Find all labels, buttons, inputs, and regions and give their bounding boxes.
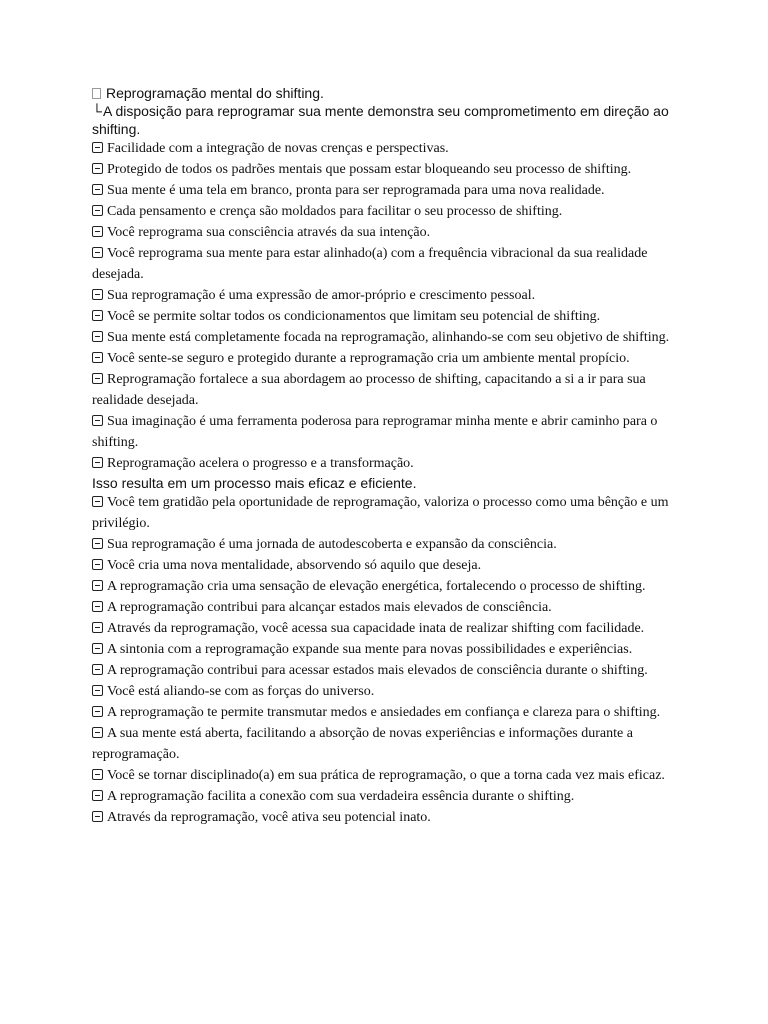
- list-item-text: Cada pensamento e crença são moldados para facilitar o seu processo de shifting.: [107, 204, 563, 219]
- list-item: [92, 702, 682, 723]
- list-item-text: Protegido de todos os padrões mentais que possam estar bloqueando seu processo de shifting.: [107, 162, 632, 177]
- list-item-text: A sua mente está aberta, facilitando a absorção de novas experiências e informações durante a reprogramação.: [92, 726, 633, 762]
- list-item-text: Reprogramação fortalece a sua abordagem ao processo de shifting, capacitando a si a ir para sua realidade desejada.: [92, 372, 646, 408]
- list-item: [92, 786, 682, 807]
- list-item: [92, 681, 682, 702]
- list-item: [92, 369, 682, 411]
- list-item-text: Facilidade com a integração de novas crenças e perspectivas.: [107, 141, 449, 156]
- list-item: [92, 243, 682, 285]
- list-item-text: A reprogramação cria uma sensação de elevação energética, fortalecendo o processo de shifting.: [107, 579, 646, 594]
- minus-box-icon: [92, 706, 103, 717]
- minus-box-icon: [92, 310, 103, 321]
- minus-box-icon: [92, 184, 103, 195]
- minus-box-icon: [92, 790, 103, 801]
- list-item-text: Sua mente é uma tela em branco, pronta para ser reprogramada para uma nova realidade.: [107, 183, 605, 198]
- list-item: [92, 807, 682, 828]
- list-item-text: Sua mente está completamente focada na reprogramação, alinhando-se com seu objetivo de shifting.: [107, 330, 670, 345]
- list-item: [92, 576, 682, 597]
- minus-box-icon: [92, 415, 103, 426]
- list-item-text: Através da reprogramação, você acessa sua capacidade inata de realizar shifting com facilidade.: [107, 621, 645, 636]
- document-title-line: [92, 84, 682, 102]
- list-item: [92, 138, 682, 159]
- list-item-text: Você sente-se seguro e protegido durante a reprogramação cria um ambiente mental propício.: [107, 351, 630, 366]
- minus-box-icon: [92, 457, 103, 468]
- minus-box-icon: [92, 289, 103, 300]
- list-item: [92, 639, 682, 660]
- minus-box-icon: [92, 538, 103, 549]
- list-item-text: Você está aliando-se com as forças do universo.: [107, 684, 375, 699]
- minus-box-icon: [92, 331, 103, 342]
- list-item-text: Você reprograma sua mente para estar alinhado(a) com a frequência vibracional da sua realidade desejada.: [92, 246, 648, 282]
- list-item: [92, 765, 682, 786]
- list-item-text: Você se permite soltar todos os condicionamentos que limitam seu potencial de shifting.: [107, 309, 601, 324]
- minus-box-icon: [92, 643, 103, 654]
- list-item: [92, 348, 682, 369]
- minus-box-icon: [92, 373, 103, 384]
- list-item-text: A reprogramação facilita a conexão com sua verdadeira essência durante o shifting.: [107, 789, 575, 804]
- list-item: [92, 660, 682, 681]
- list-item: [92, 201, 682, 222]
- minus-box-icon: [92, 496, 103, 507]
- list-item-text: Você cria uma nova mentalidade, absorvendo só aquilo que deseja.: [107, 558, 482, 573]
- minus-box-icon: [92, 247, 103, 258]
- list-item: [92, 327, 682, 348]
- list-item: [92, 306, 682, 327]
- list-item-text: A reprogramação te permite transmutar medos e ansiedades em confiança e clareza para o shifting.: [107, 705, 661, 720]
- list-item-text: A reprogramação contribui para acessar estados mais elevados de consciência durante o shifting.: [107, 663, 648, 678]
- list-item: [92, 618, 682, 639]
- list-item: [92, 723, 682, 765]
- middle-statement: Isso resulta em um processo mais eficaz e eficiente.: [92, 475, 417, 491]
- minus-box-icon: [92, 352, 103, 363]
- minus-box-icon: [92, 559, 103, 570]
- list-item-text: Sua reprogramação é uma jornada de autodescoberta e expansão da consciência.: [107, 537, 557, 552]
- list-item-text: Através da reprogramação, você ativa seu potencial inato.: [107, 810, 431, 825]
- list-item-text: Reprogramação acelera o progresso e a transformação.: [107, 456, 414, 471]
- list-item-text: A sintonia com a reprogramação expande sua mente para novas possibilidades e experiências.: [107, 642, 633, 657]
- minus-box-icon: [92, 685, 103, 696]
- list-item-text: Sua reprogramação é uma expressão de amor-próprio e crescimento pessoal.: [107, 288, 536, 303]
- list-item-text: A reprogramação contribui para alcançar estados mais elevados de consciência.: [107, 600, 552, 615]
- list-item: [92, 597, 682, 618]
- list-item: [92, 159, 682, 180]
- minus-box-icon: [92, 163, 103, 174]
- minus-box-icon: [92, 664, 103, 675]
- list-item: [92, 453, 682, 474]
- list-item-text: Você se tornar disciplinado(a) em sua prática de reprogramação, o que a torna cada vez mais eficaz.: [107, 768, 665, 783]
- list-item-text: Sua imaginação é uma ferramenta poderosa para reprogramar minha mente e abrir caminho para o shifting.: [92, 414, 658, 450]
- list-item: [92, 555, 682, 576]
- document-page: [92, 84, 682, 828]
- minus-box-icon: [92, 226, 103, 237]
- list-item: [92, 534, 682, 555]
- affirmation-list-1: [92, 138, 682, 474]
- list-item-text: Você reprograma sua consciência através da sua intenção.: [107, 225, 431, 240]
- document-subtitle: A disposição para reprogramar sua mente demonstra seu comprometimento em direção ao shifting.: [92, 103, 669, 137]
- list-item: [92, 222, 682, 243]
- minus-box-icon: [92, 601, 103, 612]
- document-subtitle-line: [92, 102, 682, 138]
- minus-box-icon: [92, 142, 103, 153]
- minus-box-icon: [92, 811, 103, 822]
- affirmation-list-2: [92, 492, 682, 828]
- document-title: Reprogramação mental do shifting.: [106, 85, 324, 101]
- list-item-text: Você tem gratidão pela oportunidade de reprogramação, valoriza o processo como uma bênção e um privilégio.: [92, 495, 669, 531]
- list-item: [92, 180, 682, 201]
- corner-arrow-icon: └: [92, 103, 102, 119]
- minus-box-icon: [92, 205, 103, 216]
- list-item: [92, 411, 682, 453]
- list-item: [92, 492, 682, 534]
- minus-box-icon: [92, 727, 103, 738]
- missing-glyph-box-icon: [92, 88, 101, 99]
- list-item: [92, 285, 682, 306]
- minus-box-icon: [92, 769, 103, 780]
- minus-box-icon: [92, 580, 103, 591]
- minus-box-icon: [92, 622, 103, 633]
